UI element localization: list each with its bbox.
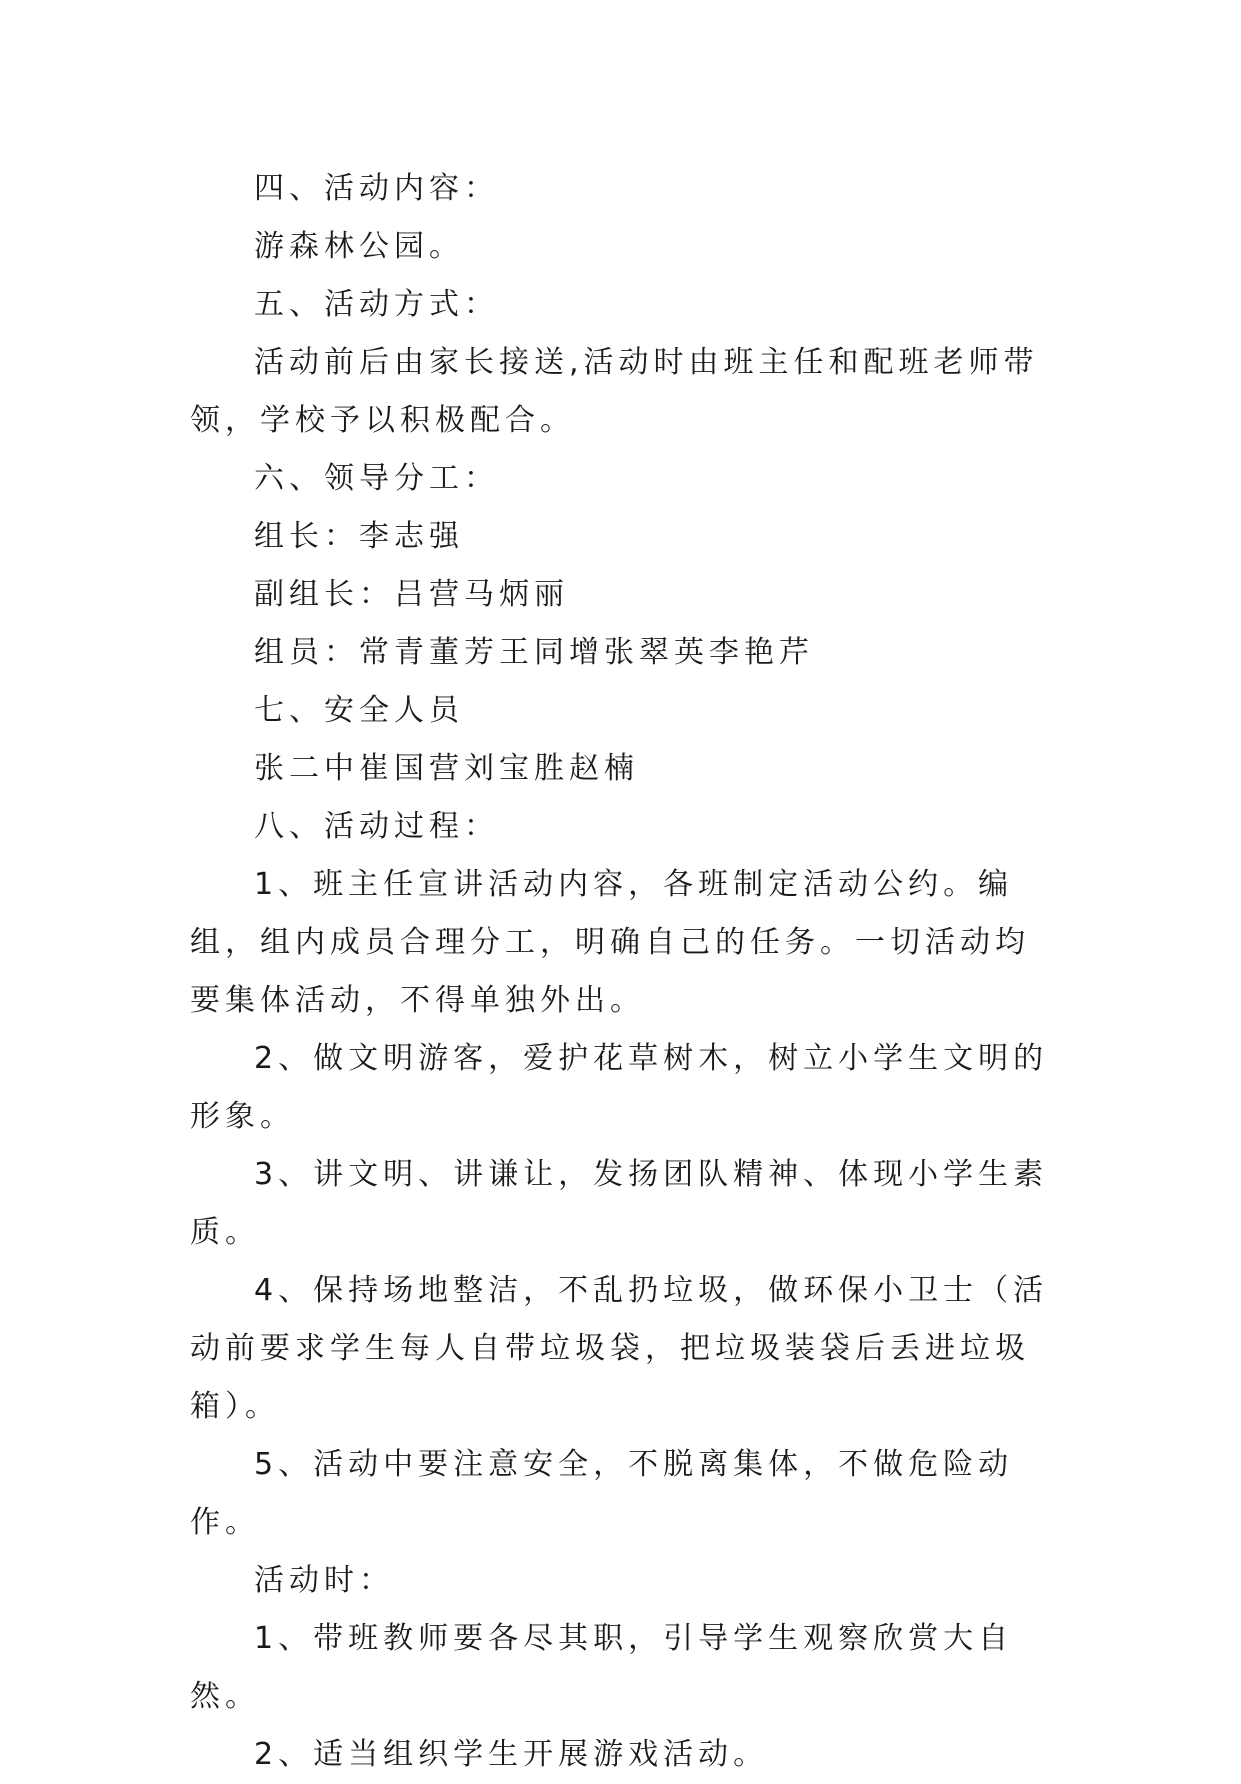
section-heading-safety-staff: 七、安全人员 <box>254 693 464 728</box>
paragraph: 活动前后由家长接送,活动时由班主任和配班老师带领，学校予以积极配合。 <box>190 345 1039 438</box>
paragraph-deputy-leader: 副组长：吕营马炳丽 <box>254 577 569 612</box>
paragraph: 游森林公园。 <box>254 229 464 264</box>
section-heading-leadership: 六、领导分工： <box>254 461 499 496</box>
list-item: 1、带班教师要各尽其职，引导学生观察欣赏大自然。 <box>190 1621 1014 1714</box>
list-item: 5、活动中要注意安全，不脱离集体，不做危险动作。 <box>190 1447 1014 1540</box>
list-item: 2、适当组织学生开展游戏活动。 <box>254 1737 769 1772</box>
list-item: 4、保持场地整洁，不乱扔垃圾，做环保小卫士（活动前要求学生每人自带垃圾袋，把垃圾装袋后丢进垃圾箱）。 <box>190 1273 1049 1424</box>
subheading-during-activity: 活动时： <box>254 1563 394 1598</box>
section-heading-activity-method: 五、活动方式： <box>254 287 499 322</box>
paragraph-safety-staff: 张二中崔国营刘宝胜赵楠 <box>254 751 639 786</box>
paragraph-team-leader: 组长：李志强 <box>254 519 464 554</box>
section-heading-activity-content: 四、活动内容： <box>254 171 499 206</box>
list-item: 2、做文明游客，爱护花草树木，树立小学生文明的形象。 <box>190 1041 1049 1134</box>
paragraph-team-members: 组员：常青董芳王同增张翠英李艳芹 <box>254 635 814 670</box>
section-heading-activity-process: 八、活动过程： <box>254 809 499 844</box>
list-item: 3、讲文明、讲谦让，发扬团队精神、体现小学生素质。 <box>190 1157 1049 1250</box>
list-item: 1、班主任宣讲活动内容，各班制定活动公约。编组，组内成员合理分工，明确自己的任务。一切活动均要集体活动，不得单独外出。 <box>190 867 1030 1018</box>
document-body <box>190 160 1050 1784</box>
